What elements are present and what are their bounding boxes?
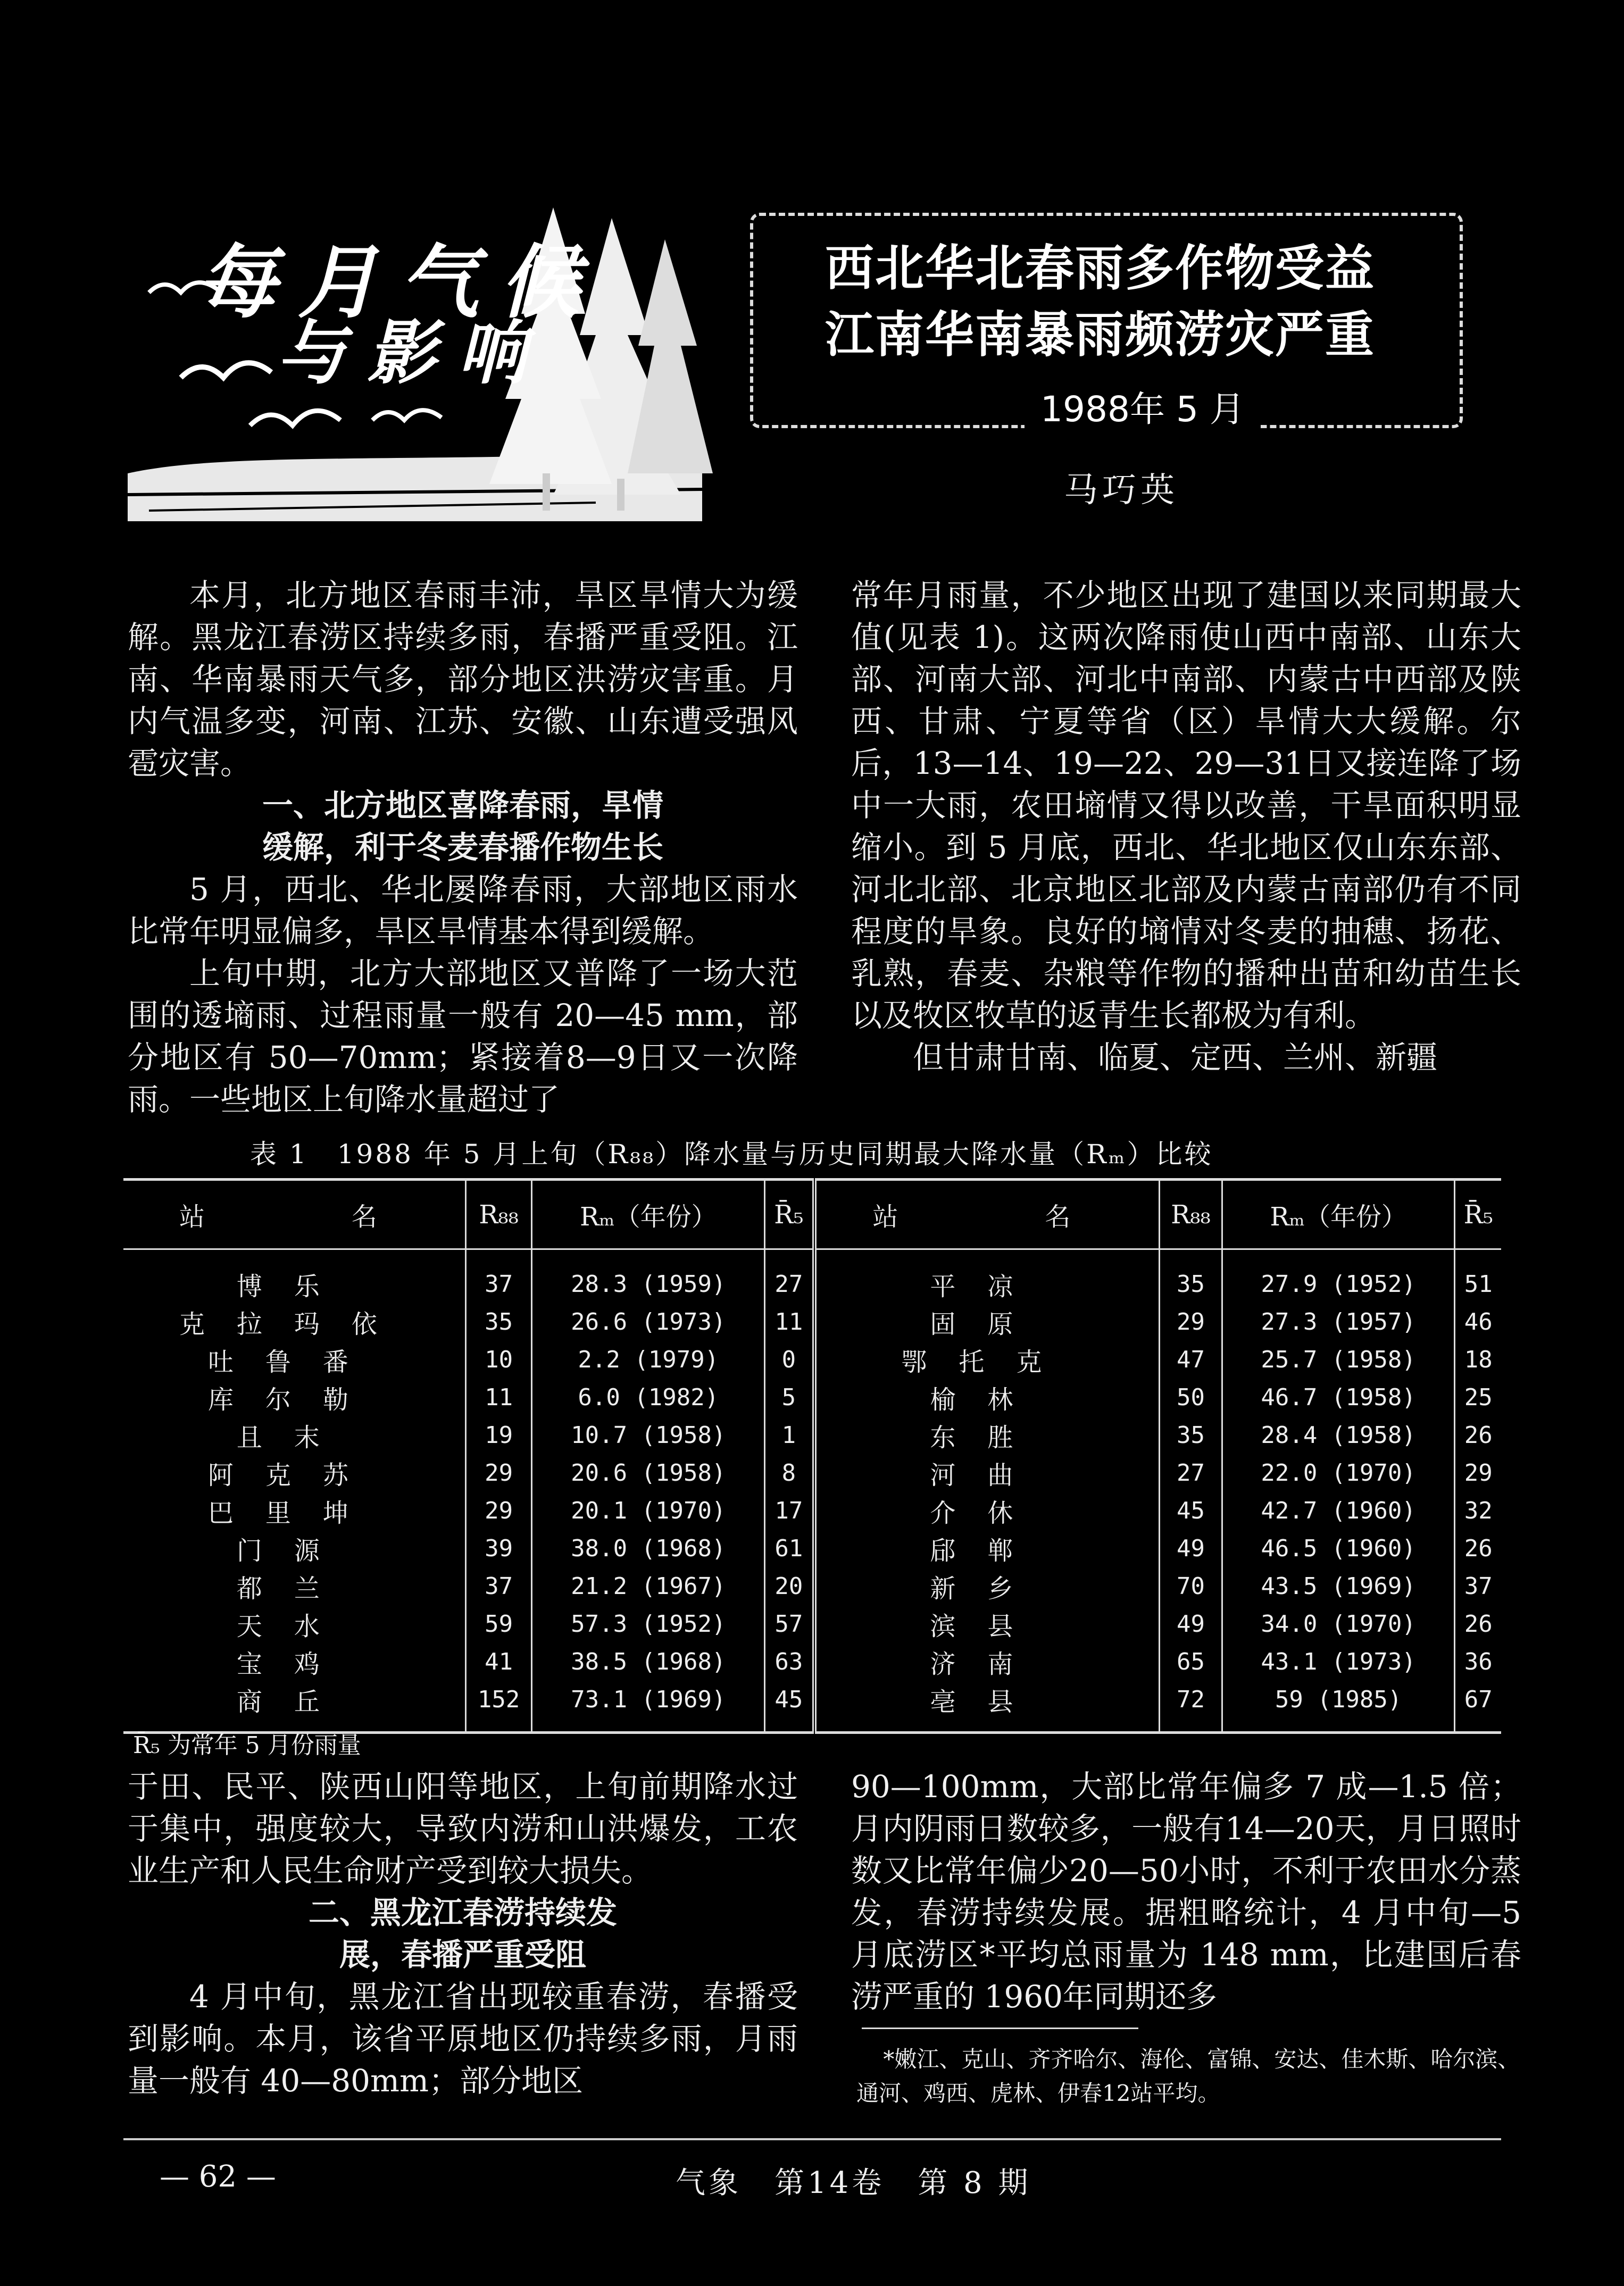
r5-cell: 67 — [1455, 1681, 1501, 1733]
rm-cell: 28.4 (1958) — [1222, 1416, 1455, 1454]
rm-cell: 43.5 (1969) — [1222, 1567, 1455, 1605]
r5-cell: 32 — [1455, 1492, 1501, 1530]
r88-cell: 37 — [465, 1249, 532, 1304]
r5-cell: 45 — [765, 1681, 814, 1733]
station-cell: 博乐 — [236, 1272, 352, 1301]
section-heading-1-line2: 缓解，利于冬麦春播作物生长 — [262, 829, 663, 865]
table-row — [123, 1530, 1501, 1567]
r88-cell: 37 — [465, 1567, 532, 1605]
r88-cell: 29 — [1160, 1303, 1222, 1341]
station-cell: 阿克苏 — [207, 1461, 380, 1490]
rm-cell: 73.1 (1969) — [532, 1681, 765, 1733]
table-row — [123, 1454, 1501, 1492]
r5-cell: 20 — [765, 1567, 814, 1605]
rm-cell: 22.0 (1970) — [1222, 1454, 1455, 1492]
rm-cell: 27.9 (1952) — [1222, 1249, 1455, 1304]
table-note: R̄₅ 为常年 5 月份雨量 — [133, 1732, 361, 1759]
article-title-line2: 江南华南暴雨频涝灾严重 — [825, 306, 1376, 363]
r88-cell: 19 — [465, 1416, 532, 1454]
logo-text-line2: 与影响 — [277, 312, 548, 394]
station-cell: 亳县 — [814, 1681, 1160, 1733]
r88-cell: 72 — [1160, 1681, 1222, 1733]
col-header-r5: R̄₅ — [1455, 1180, 1501, 1249]
table-row — [123, 1643, 1501, 1681]
table-row — [123, 1416, 1501, 1454]
r88-cell: 70 — [1160, 1567, 1222, 1605]
station-cell: 东胜 — [814, 1416, 1160, 1454]
r5-cell: 63 — [765, 1643, 814, 1681]
station-cell: 天水 — [236, 1612, 352, 1641]
left-column-top — [128, 574, 798, 1121]
table-header-row — [123, 1180, 1501, 1249]
r5-cell: 51 — [1455, 1249, 1501, 1304]
station-cell: 鄂托克 — [814, 1341, 1160, 1379]
station-cell: 宝鸡 — [236, 1649, 352, 1679]
r88-cell: 35 — [1160, 1416, 1222, 1454]
r5-cell: 18 — [1455, 1341, 1501, 1379]
rm-cell: 43.1 (1973) — [1222, 1643, 1455, 1681]
r5-cell: 8 — [765, 1454, 814, 1492]
station-cell: 榆林 — [814, 1379, 1160, 1416]
paragraph: 常年月雨量，不少地区出现了建国以来同期最大值(见表 1)。这两次降雨使山西中南部、山东大部、河南大部、河北中南部、内蒙古中西部及陕西、甘肃、宁夏等省（区）旱情大大缓解。尔后，13—14、19—22、29—31日又接连降了场中一大雨，农田墒情又得以改善，干旱面积明显缩小。到 5 月底，西北、华北地区仅山东东部、河北北部、北京地区北部及内蒙古南部仍有不同程度的旱象。良好的墒情对冬麦的抽穗、扬花、乳熟，春麦、杂粮等作物的播种出苗和幼苗生长以及牧区牧草的返青生长都极为有利。 — [851, 577, 1521, 1033]
rm-cell: 42.7 (1960) — [1222, 1492, 1455, 1530]
r88-cell: 35 — [465, 1303, 532, 1341]
right-column-bottom — [851, 1766, 1521, 2018]
rm-cell: 20.6 (1958) — [532, 1454, 765, 1492]
column-logo-illustration — [117, 176, 729, 521]
r88-cell: 50 — [1160, 1379, 1222, 1416]
station-cell: 新乡 — [814, 1567, 1160, 1605]
r5-cell: 61 — [765, 1530, 814, 1567]
left-column-bottom — [128, 1766, 798, 2102]
r5-cell: 46 — [1455, 1303, 1501, 1341]
table-row — [123, 1492, 1501, 1530]
r5-cell: 1 — [765, 1416, 814, 1454]
rm-cell: 25.7 (1958) — [1222, 1341, 1455, 1379]
r88-cell: 49 — [1160, 1530, 1222, 1567]
table-row — [123, 1303, 1501, 1341]
table-row — [123, 1341, 1501, 1379]
r5-cell: 29 — [1455, 1454, 1501, 1492]
station-cell: 济南 — [814, 1643, 1160, 1681]
station-cell: 郈郸 — [814, 1530, 1160, 1567]
r88-cell: 10 — [465, 1341, 532, 1379]
article-title-line1: 西北华北春雨多作物受益 — [825, 240, 1376, 297]
r5-cell: 0 — [765, 1341, 814, 1379]
rm-cell: 38.5 (1968) — [532, 1643, 765, 1681]
r5-cell: 57 — [765, 1605, 814, 1643]
paragraph: 于田、民平、陕西山阳等地区，上旬前期降水过于集中，强度较大，导致内涝和山洪爆发，工农业生产和人民生命财产受到较大损失。 — [128, 1768, 798, 1889]
r5-cell: 26 — [1455, 1605, 1501, 1643]
footnote-divider — [862, 2028, 1138, 2029]
section-heading-2-line1: 二、黑龙江春涝持续发 — [308, 1895, 617, 1931]
rm-cell: 34.0 (1970) — [1222, 1605, 1455, 1643]
r88-cell: 152 — [465, 1681, 532, 1733]
paragraph: 本月，北方地区春雨丰沛，旱区旱情大为缓解。黑龙江春涝区持续多雨，春播严重受阻。江南、华南暴雨天气多，部分地区洪涝灾害重。月内气温多变，河南、江苏、安徽、山东遭受强风雹灾害。 — [128, 577, 798, 781]
r88-cell: 11 — [465, 1379, 532, 1416]
paragraph: 4 月中旬，黑龙江省出现较重春涝，春播受到影响。本月，该省平原地区仍持续多雨，月雨量一般有 40—80mm；部分地区 — [128, 1979, 798, 2099]
r88-cell: 27 — [1160, 1454, 1222, 1492]
table-row — [123, 1379, 1501, 1416]
table-row — [123, 1567, 1501, 1605]
col-header-station: 站 名 — [814, 1180, 1160, 1249]
precipitation-comparison-table — [123, 1178, 1501, 1734]
rm-cell: 20.1 (1970) — [532, 1492, 765, 1530]
r5-cell: 27 — [765, 1249, 814, 1304]
rm-cell: 38.0 (1968) — [532, 1530, 765, 1567]
station-cell: 且末 — [236, 1423, 352, 1453]
r5-cell: 37 — [1455, 1567, 1501, 1605]
station-cell: 门源 — [236, 1536, 352, 1566]
r5-cell: 26 — [1455, 1416, 1501, 1454]
article-title-box — [750, 213, 1463, 428]
rm-cell: 2.2 (1979) — [532, 1341, 765, 1379]
col-header-r5: R̄₅ — [765, 1180, 814, 1249]
rm-cell: 26.6 (1973) — [532, 1303, 765, 1341]
station-cell: 巴里坤 — [207, 1498, 380, 1528]
col-header-r88: R₈₈ — [465, 1180, 532, 1249]
station-cell: 克拉玛依 — [179, 1309, 409, 1339]
footer-divider — [123, 2138, 1501, 2140]
station-cell: 河曲 — [814, 1454, 1160, 1492]
r88-cell: 47 — [1160, 1341, 1222, 1379]
table-caption: 表 1 1988 年 5 月上旬（R₈₈）降水量与历史同期最大降水量（Rₘ）比较 — [250, 1139, 1213, 1170]
rm-cell: 46.7 (1958) — [1222, 1379, 1455, 1416]
station-cell: 滨县 — [814, 1605, 1160, 1643]
table-row — [123, 1605, 1501, 1643]
rm-cell: 59 (1985) — [1222, 1681, 1455, 1733]
station-cell: 介休 — [814, 1492, 1160, 1530]
station-cell: 商丘 — [123, 1681, 465, 1733]
r5-cell: 5 — [765, 1379, 814, 1416]
station-cell: 固原 — [814, 1303, 1160, 1341]
r88-cell: 35 — [1160, 1249, 1222, 1304]
page-number: — 62 — — [160, 2159, 276, 2194]
r5-cell: 11 — [765, 1303, 814, 1341]
col-header-rm: Rₘ（年份） — [532, 1180, 765, 1249]
paragraph: 5 月，西北、华北屡降春雨，大部地区雨水比常年明显偏多，旱区旱情基本得到缓解。 — [128, 871, 798, 949]
author-name: 马巧英 — [1064, 471, 1179, 510]
table-row — [123, 1681, 1501, 1733]
paragraph: 但甘肃甘南、临夏、定西、兰州、新疆 — [913, 1039, 1438, 1075]
paragraph: 上旬中期，北方大部地区又普降了一场大范围的透墒雨、过程雨量一般有 20—45 mm，部分地区有 50—70mm；紧接着8—9日又一次降雨。一些地区上旬降水量超过了 — [128, 955, 798, 1117]
r5-cell: 17 — [765, 1492, 814, 1530]
r88-cell: 49 — [1160, 1605, 1222, 1643]
rm-cell: 27.3 (1957) — [1222, 1303, 1455, 1341]
col-header-rm: Rₘ（年份） — [1222, 1180, 1455, 1249]
station-cell: 都兰 — [236, 1574, 352, 1604]
station-cell: 平凉 — [814, 1249, 1160, 1304]
rm-cell: 6.0 (1982) — [532, 1379, 765, 1416]
r88-cell: 41 — [465, 1643, 532, 1681]
col-header-station: 站 名 — [123, 1180, 465, 1249]
r88-cell: 45 — [1160, 1492, 1222, 1530]
journal-info: 气象 第14卷 第 8 期 — [676, 2166, 1031, 2200]
paragraph: 90—100mm，大部比常年偏多 7 成—1.5 倍；月内阴雨日数较多，一般有14—20天，月日照时数又比常年偏少20—50小时，不利于农田水分蒸发，春涝持续发展。据粗略统计，4 月中旬—5 月底涝区*平均总雨量为 148 mm，比建国后春涝严重的 1960年同期还多 — [851, 1768, 1521, 2015]
r88-cell: 29 — [465, 1454, 532, 1492]
logo-text-line1: 每月气候 — [197, 236, 602, 329]
r88-cell: 59 — [465, 1605, 532, 1643]
section-heading-2-line2: 展，春播严重受阻 — [339, 1937, 586, 1973]
footnote: *嫩江、克山、齐齐哈尔、海伦、富锦、安达、佳木斯、哈尔滨、通河、鸡西、虎林、伊春12站平均。 — [856, 2046, 1520, 2106]
table-row — [123, 1249, 1501, 1304]
right-column-top — [851, 574, 1521, 1079]
table-body — [123, 1249, 1501, 1733]
r88-cell: 39 — [465, 1530, 532, 1567]
section-heading-1-line1: 一、北方地区喜降春雨，旱情 — [262, 787, 663, 823]
rm-cell: 46.5 (1960) — [1222, 1530, 1455, 1567]
r88-cell: 65 — [1160, 1643, 1222, 1681]
rm-cell: 21.2 (1967) — [532, 1567, 765, 1605]
r5-cell: 36 — [1455, 1643, 1501, 1681]
rm-cell: 10.7 (1958) — [532, 1416, 765, 1454]
rm-cell: 57.3 (1952) — [532, 1605, 765, 1643]
station-cell: 吐鲁番 — [207, 1347, 380, 1377]
r88-cell: 29 — [465, 1492, 532, 1530]
article-date: 1988年 5 月 — [1025, 381, 1261, 431]
col-header-r88: R₈₈ — [1160, 1180, 1222, 1249]
rm-cell: 28.3 (1959) — [532, 1249, 765, 1304]
station-cell: 库尔勒 — [207, 1385, 380, 1415]
r5-cell: 25 — [1455, 1379, 1501, 1416]
r5-cell: 26 — [1455, 1530, 1501, 1567]
